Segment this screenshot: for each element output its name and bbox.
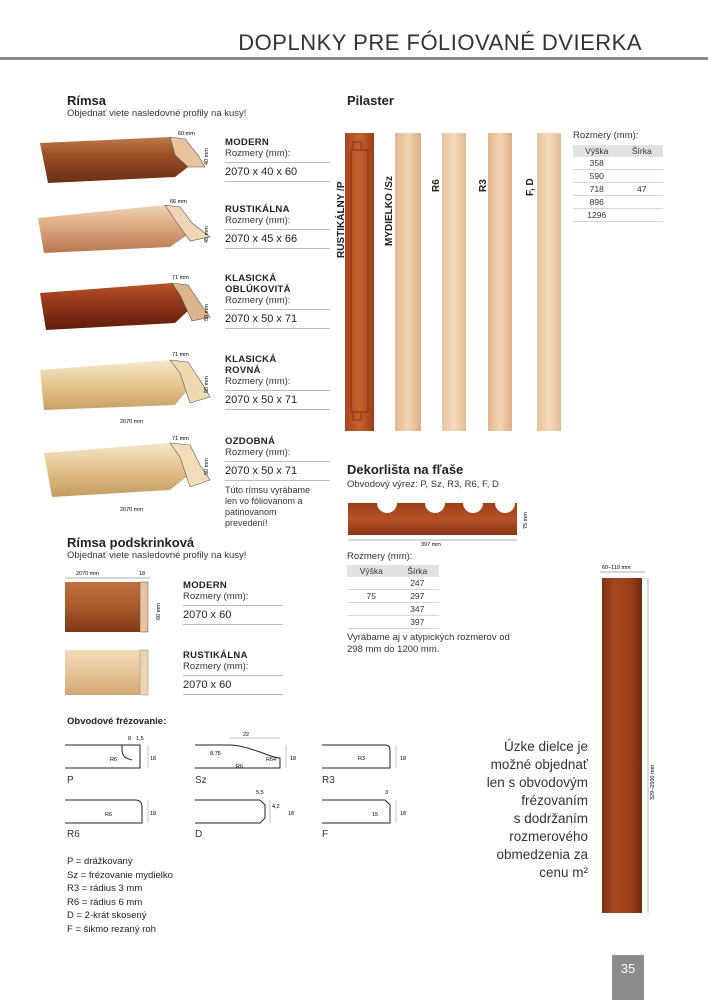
podskrinkova-subtitle: Objednať viete nasledovné profily na kusy! — [67, 550, 247, 561]
rimsa-images — [30, 125, 220, 535]
col-vyska: Výška — [347, 565, 396, 577]
p-top1: 8 — [128, 736, 132, 742]
frez-label-d: D — [195, 829, 203, 840]
pod-height: 60 mm — [156, 603, 162, 620]
rimsa-profile-klasicka-oblukovita — [225, 273, 330, 329]
podskrinkova-profile-modern — [183, 580, 283, 625]
profile-label: Rozmery (mm): — [225, 215, 291, 226]
rimsa-profile-klasicka-rovna — [225, 354, 330, 410]
table-cell: 247 — [396, 577, 439, 590]
table-cell: 47 — [621, 183, 663, 196]
profile-label: Rozmery (mm): — [183, 591, 249, 602]
f-h: 18 — [400, 811, 407, 817]
dek-height: 75 mm — [523, 512, 529, 529]
r3-r: R3 — [358, 756, 366, 762]
pilaster-fd — [537, 133, 561, 431]
d-top: 5,5 — [256, 790, 264, 796]
sz-r6: R6 — [236, 764, 244, 770]
profile-name: MODERN — [225, 137, 270, 148]
rimsa-length-2: 2070 mm — [120, 507, 143, 513]
pilaster-images — [345, 130, 565, 435]
profile-name: KLASICKÁ ROVNÁ — [225, 354, 277, 376]
frez-label-f: F — [322, 829, 329, 840]
podskrinkova-title: Rímsa podskrinková — [67, 535, 195, 550]
ozd-h: 50 mm — [204, 458, 210, 475]
frez-label-r3: R3 — [322, 775, 335, 786]
narrow-panel-image — [590, 560, 660, 920]
pilaster-mydielko — [395, 133, 421, 431]
pilaster-label-fd: F, D — [525, 178, 536, 196]
frezovanie-profiles — [60, 728, 420, 838]
table-cell: 297 — [396, 590, 439, 603]
rimsa-subtitle: Objednať viete nasledovné profily na kusy! — [67, 108, 247, 119]
p-h: 18 — [150, 756, 157, 762]
legend-item: R6 = rádius 6 mm — [67, 896, 143, 908]
ozdobna-molding — [44, 443, 195, 497]
legend-item: P = drážkovaný — [67, 856, 133, 867]
rimsa-profile-ozdobna — [225, 436, 330, 529]
note-line: len s obvodovým — [486, 775, 588, 790]
dekorlista-note: Vyrábame aj v atypických rozmerov od 298 mm do 1200 mm. — [347, 632, 510, 655]
table-cell: 590 — [573, 170, 621, 183]
note-line: frézovaním — [521, 793, 588, 808]
sz-r64: R64 — [266, 757, 277, 763]
sz-h: 18 — [290, 756, 297, 762]
pilaster-r3 — [488, 133, 512, 431]
profile-dims: 2070 x 60 — [183, 609, 232, 621]
dekorlista-subtitle: Obvodový výrez: P, Sz, R3, R6, F, D — [347, 479, 499, 490]
profile-name: RUSTIKÁLNA — [225, 204, 290, 215]
pilaster-label-r6: R6 — [431, 179, 442, 192]
sz-top: 22 — [243, 732, 250, 738]
table-cell: 347 — [396, 603, 439, 616]
legend-item: F = šikmo rezaný roh — [67, 923, 156, 935]
podskrinkova-profile-rustikalna — [183, 650, 283, 695]
note-line: cenu m² — [539, 865, 588, 880]
kro-w: 71 mm — [172, 352, 189, 358]
r6-h: 18 — [150, 811, 157, 817]
pilaster-dims-table — [573, 145, 663, 222]
r3-h: 18 — [400, 756, 407, 762]
frezovanie-legend — [67, 855, 173, 936]
pod-len: 2070 mm — [76, 571, 99, 577]
page-title: DOPLNKY PRE FÓLIOVANÉ DVIERKA — [238, 30, 642, 55]
r6-r: R6 — [105, 812, 113, 818]
pilaster-label-mydielko: MYDIELKO /Sz — [384, 175, 395, 246]
table-cell: 718 — [573, 183, 621, 196]
frez-label-p: P — [67, 775, 74, 786]
page-number: 35 — [612, 955, 644, 1000]
table-cell: 1296 — [573, 209, 621, 222]
klasicka-rovna-molding — [40, 360, 190, 410]
rimsa-profile-rustikalna — [225, 204, 330, 249]
table-cell: 75 — [347, 590, 396, 603]
col-sirka: Šírka — [621, 145, 663, 157]
legend-item: R3 = rádius 3 mm — [67, 883, 143, 894]
dekorlista-dims-table — [347, 565, 439, 629]
sz-a: 8,75 — [210, 751, 221, 757]
rimsa-title: Rímsa — [67, 93, 107, 108]
ozd-w: 71 mm — [172, 436, 189, 442]
col-sirka: Šírka — [396, 565, 439, 577]
legend-item: Sz = frézovanie mydielko — [67, 869, 173, 881]
note-line: možné objednať — [490, 757, 588, 772]
f-mid: 15 — [372, 812, 379, 818]
profile-dims: 2070 x 50 x 71 — [225, 394, 298, 406]
p-top2: 1,5 — [136, 736, 144, 742]
note-line: Úzke dielce je — [503, 739, 588, 754]
modern-h: 40 mm — [204, 148, 210, 165]
frez-label-sz: Sz — [195, 775, 207, 786]
dekorlista-title: Dekorlišta na fľaše — [347, 462, 464, 477]
kro-h: 50 mm — [204, 376, 210, 393]
rustikalna-w: 66 mm — [170, 199, 187, 205]
rimsa-profile-modern — [225, 137, 330, 182]
pilaster-label-r3: R3 — [478, 179, 489, 192]
table-cell: 896 — [573, 196, 621, 209]
profile-name: KLASICKÁ OBLÚKOVITÁ — [225, 273, 291, 295]
note-line: obmedzenia za — [496, 847, 588, 862]
klasicka-oblukovita-molding — [40, 283, 192, 330]
note-line: s dodržaním — [513, 811, 588, 826]
narrow-note — [468, 738, 588, 882]
legend-item: D = 2-krát skosený — [67, 910, 147, 921]
profile-label: Rozmery (mm): — [183, 661, 249, 672]
ozdobna-note: Túto rímsu vyrábame len vo fóliovanom a patinovanom prevedení! — [225, 485, 311, 528]
profile-label: Rozmery (mm): — [225, 376, 291, 387]
profile-label: Rozmery (mm): — [225, 148, 291, 159]
profile-name: RUSTIKÁLNA — [183, 650, 248, 661]
profile-dims: 2070 x 50 x 71 — [225, 465, 298, 477]
pilaster-dims-title: Rozmery (mm): — [573, 130, 639, 141]
profile-dims: 2070 x 45 x 66 — [225, 233, 298, 245]
f-top: 3 — [385, 790, 389, 796]
pilaster-title: Pilaster — [347, 93, 394, 108]
profile-name: OZDOBNÁ — [225, 436, 276, 447]
modern-molding — [40, 137, 188, 183]
header-rule — [0, 57, 708, 60]
profile-name: MODERN — [183, 580, 228, 591]
note-line: rozmerového — [509, 829, 588, 844]
rustikalna-molding — [38, 205, 190, 253]
profile-dims: 2070 x 50 x 71 — [225, 313, 298, 325]
kob-w: 71 mm — [172, 275, 189, 281]
pilaster-r6 — [442, 133, 466, 431]
profile-label: Rozmery (mm): — [225, 295, 291, 306]
dekorlista-image — [345, 495, 530, 547]
rimsa-length-1: 2070 mm — [120, 419, 143, 425]
p-r: R6 — [110, 757, 118, 763]
frezovanie-title: Obvodové frézovanie: — [67, 716, 167, 727]
profile-label: Rozmery (mm): — [225, 447, 291, 458]
pod-thick: 18 — [139, 571, 146, 577]
kob-h: 50 mm — [204, 304, 210, 321]
d-mid: 4,2 — [272, 804, 280, 810]
profile-dims: 2070 x 60 — [183, 679, 232, 691]
podskrinkova-images — [60, 565, 170, 700]
rustikalna-h: 45 mm — [204, 226, 210, 243]
pilaster-rustikalny — [345, 133, 374, 431]
profile-dims: 2070 x 40 x 60 — [225, 166, 298, 178]
narrow-h: 329–2500 mm — [650, 764, 656, 800]
dek-len: 397 mm — [421, 542, 441, 547]
table-cell: 397 — [396, 616, 439, 629]
narrow-w: 60–119 mm — [602, 565, 631, 571]
col-vyska: Výška — [573, 145, 621, 157]
d-h: 18 — [288, 811, 295, 817]
pilaster-label-rustikalny: RUSTIKÁLNY /P — [336, 181, 347, 258]
dekorlista-dims-title: Rozmery (mm): — [347, 551, 413, 562]
frez-label-r6: R6 — [67, 829, 80, 840]
modern-w: 60 mm — [178, 131, 195, 137]
table-cell: 358 — [573, 157, 621, 170]
